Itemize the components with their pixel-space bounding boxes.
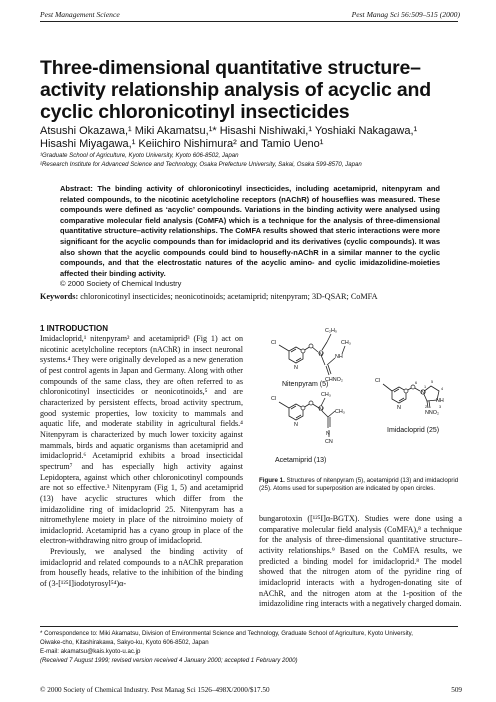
- figure-1-caption: [259, 477, 464, 493]
- acetamiprid-pyridine-n: N: [294, 422, 298, 428]
- authors-line-2: Hisashi Miyagawa,¹ Keiichiro Nishimura² and Tamio Ueno¹: [40, 138, 324, 150]
- nitenpyram-cl: Cl: [271, 340, 277, 346]
- intro-paragraph-continued: bungarotoxin ([¹²⁵I]α-BGTX). Studies were done using a comparative molecular field analysis (CoMFA),⁸ a technique for the analysis of three-dimensional quantitative structure–activity relationships.⁹ Based on the CoMFA results, we predicted a binding model for imidacloprid.⁸ The model showed that the nitrogen atom of the pyridine ring of imidacloprid interacts with a hydrogen-donating site of nAChR, and the nitrogen atom at the 1-position of the imidazolidine ring interacts with a negatively charged domain.: [259, 514, 462, 609]
- citation-header: Pest Manag Sci 56:509–515 (2000): [351, 10, 460, 19]
- intro-left-column: [40, 334, 243, 590]
- acetamiprid-methyl-1: CH₃: [321, 392, 331, 398]
- correspondence-address: Oiwake-cho, Kitashirakawa, Sakyo-ku, Kyoto 606-8502, Japan: [40, 639, 209, 646]
- header-rule: [40, 21, 458, 22]
- nitenpyram-chno2: CHNO₂: [325, 377, 343, 383]
- acetamiprid-n: N: [326, 431, 330, 437]
- affiliation-1: ¹Graduate School of Agriculture, Kyoto University, Kyoto 606-8502, Japan: [40, 152, 239, 159]
- imidacloprid-position-6: 6: [415, 381, 418, 385]
- keywords-text: chloronicotinyl insecticides; neonicotinoids; acetamiprid; nitenpyram; 3D-QSAR; CoMFA: [80, 292, 378, 301]
- imidacloprid-pyridine-n: N: [397, 405, 401, 411]
- nitenpyram-pyridine-n: N: [294, 365, 298, 371]
- acetamiprid-label: Acetamiprid (13): [275, 457, 327, 464]
- imidacloprid-nh: NH: [436, 398, 444, 404]
- abstract-label: Abstract:: [60, 184, 93, 193]
- acetamiprid-cn: CN: [325, 439, 333, 445]
- correspondence-footnote: * Correspondence to: Miki Akamatsu, Division of Environmental Science and Technology, Graduate School of Agriculture, Kyoto University,: [40, 630, 413, 637]
- imidacloprid-ring-n1: N: [421, 390, 425, 396]
- keywords: [40, 292, 460, 301]
- acetamiprid-methyl-2: CH₃: [335, 409, 345, 415]
- affiliation-2: ²Research Institute for Advanced Science and Technology, Osaka Prefecture University, Sakai, Osaka 599-8570, Japan: [40, 161, 362, 168]
- nitenpyram-nh: NH: [335, 354, 343, 360]
- correspondence-email: E-mail: akamatsu@kais.kyoto-u.ac.jp: [40, 648, 141, 655]
- imidacloprid-position-5: 5: [431, 380, 434, 384]
- figure-1-structures: [255, 322, 465, 474]
- caption-text: Structures of nitenpyram (5), acetamiprid (13) and imidacloprid (25). Atoms used for superposition are indicated by open circles.: [259, 477, 459, 492]
- paper-title: Three-dimensional quantitative structure–activity relationship analysis of acyclic and cyclic chloronicotinyl insecticides: [40, 57, 431, 123]
- authors-line-1: Atsushi Okazawa,¹ Miki Akamatsu,¹* Hisashi Nishiwaki,¹ Yoshiaki Nakagawa,¹: [40, 125, 418, 137]
- imidacloprid-position-1: 1: [424, 385, 427, 389]
- received-dates: (Received 7 August 1999; revised version received 4 January 2000; accepted 1 February 2000): [40, 657, 298, 664]
- nitenpyram-amine-n: N: [319, 352, 323, 358]
- section-heading: 1 INTRODUCTION: [40, 324, 108, 333]
- page-number: 509: [451, 686, 462, 694]
- footer-copyright: © 2000 Society of Chemical Industry. Pest Manag Sci 1526–498X/2000/$17.50: [40, 686, 270, 694]
- journal-name-header: Pest Management Science: [40, 10, 120, 19]
- imidacloprid-position-4: 4: [441, 387, 444, 391]
- intro-paragraph-1: Imidacloprid,¹ nitenpyram² and acetamiprid³ (Fig 1) act on nicotinic acetylcholine receptors (nAChR) in insect neuronal systems.⁴ They were originally developed as a new generation of pest control agents in Japan and Germany. Along with other compounds of the same class, they are often referred to as chloronicotinyl insecticides or neonicotinoids,⁵ and are characterized by persistent effects, broad activity spectrum, good systemic properties, low toxicity to mammals and aquatic life, and moderate stability in agricultural fields.⁴ Nitenpyram is characterized by much lower toxicity against mammals, birds and aquatic organisms than acetamiprid and imidacloprid.⁶ Acetamiprid exhibits a broad insecticidal spectrum⁷ and has especially high activity against Lepidoptera, against which other chloronicotinyl compounds are not so effective.³ Nitenpyram (Fig 1, 5) and acetamiprid (13) have acyclic structures which differ from the imidazolidine ring of imidacloprid 25. Nitenpyram has a nitromethylene moiety in place of the nitroimino moiety of imidacloprid. Acetamiprid has a cyano group in place of the electron-withdrawing nitro group of imidacloprid.: [40, 334, 243, 546]
- acetamiprid-cl: Cl: [271, 396, 277, 402]
- imidacloprid-position-3: 3: [439, 405, 442, 409]
- abstract-copyright: © 2000 Society of Chemical Industry: [60, 279, 182, 289]
- abstract: [60, 184, 440, 290]
- intro-right-column: [259, 514, 462, 610]
- keywords-label: Keywords:: [40, 292, 79, 301]
- abstract-text: The binding activity of chloronicotinyl insecticides, including acetamiprid, nitenpyram and related compounds, to the nicotinic acetylcholine receptors (nAChR) of houseflies was measured. These compounds were defined as ‘acyclic’ compounds. Variations in the binding activity were analysed using comparative molecular field analysis (CoMFA) which is a technique for the analysis of three-dimensional quantitative structure–activity relationships. The CoMFA results showed that steric interactions were more significant for the acyclic compounds than for imidacloprid and its derivatives (cyclic compounds). It was also shown that the acyclic compounds could bind to housefly-nAChR in a similar manner to the cyclic compounds, and that the electrostatic natures of the acyclic amino- and cyclic imidazolidine-moieties affected their binding activity.: [60, 184, 440, 278]
- imidacloprid-nno2: NNO₂: [425, 410, 440, 416]
- nitenpyram-methyl: CH₃: [341, 340, 351, 346]
- imidacloprid-position-2: 2: [425, 405, 428, 409]
- footnote-rule: [40, 626, 458, 627]
- intro-paragraph-2: Previously, we analysed the binding activity of imidacloprid and related compounds to a nAChR preparation from housefly heads, relative to the inhibition of the binding of (3-[¹²⁵I]iodotyrosyl⁵⁴)α-: [40, 547, 243, 589]
- imidacloprid-label: Imidacloprid (25): [387, 427, 440, 434]
- caption-label: Figure 1.: [259, 477, 285, 484]
- imidacloprid-cl: Cl: [375, 378, 381, 384]
- acetamiprid-amine-n: N: [319, 407, 323, 413]
- nitenpyram-label: Nitenpyram (5): [282, 381, 329, 388]
- nitenpyram-ethyl: C₂H₅: [325, 328, 338, 334]
